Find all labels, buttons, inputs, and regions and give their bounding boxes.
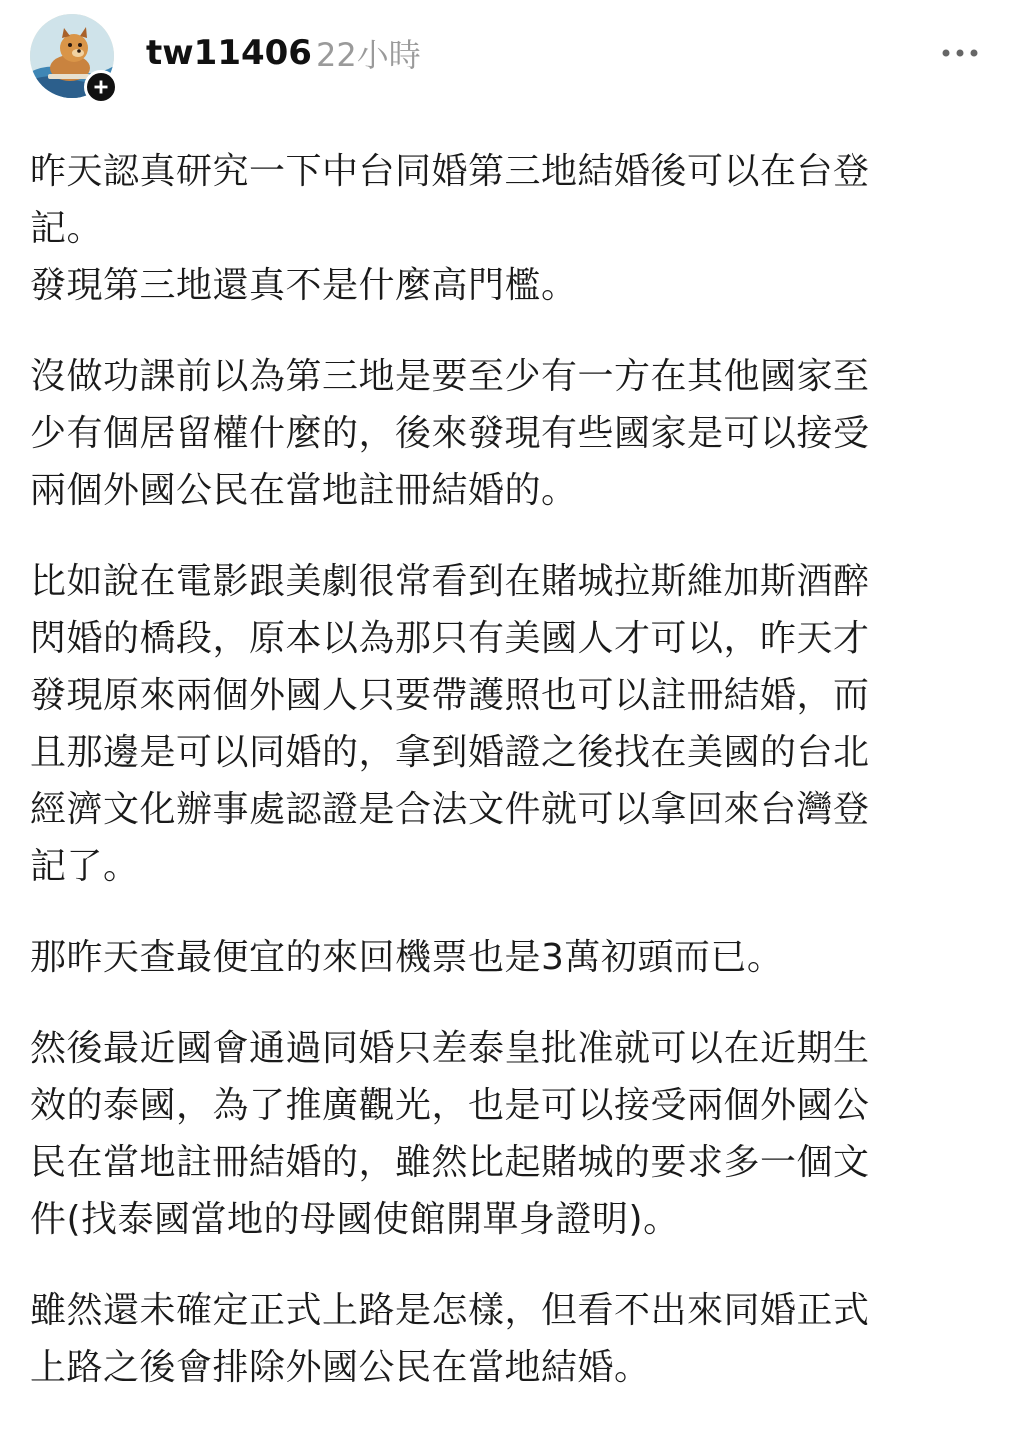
ellipsis-icon (940, 48, 980, 58)
text-line: 昨天認真研究一下中台同婚第三地結婚後可以在台登 (30, 151, 870, 192)
text-line: 件(找泰國當地的母國使館開單身證明)。 (30, 1199, 680, 1240)
text-line: 記。 (30, 208, 104, 249)
text-line: 民在當地註冊結婚的，雖然比起賭城的要求多一個文 (30, 1142, 870, 1183)
post-paragraph (30, 143, 930, 314)
username-link[interactable]: tw11406 (146, 33, 312, 73)
text-line: 發現原來兩個外國人只要帶護照也可以註冊結婚，而 (30, 675, 870, 716)
post-paragraph (30, 1020, 930, 1248)
text-line: 兩個外國公民在當地註冊結婚的。 (30, 470, 578, 511)
text-line: 發現第三地還真不是什麼高門檻。 (30, 265, 578, 306)
more-options-button[interactable] (932, 38, 988, 68)
avatar-container[interactable] (30, 14, 114, 98)
text-line: 記了。 (30, 846, 140, 887)
text-line: 經濟文化辦事處認證是合法文件就可以拿回來台灣登 (30, 789, 870, 830)
post-paragraph (30, 929, 930, 986)
post-body (30, 143, 930, 1430)
text-line: 上路之後會排除外國公民在當地結婚。 (30, 1347, 651, 1388)
text-line: 那昨天查最便宜的來回機票也是3萬初頭而已。 (30, 937, 784, 978)
follow-button[interactable] (84, 70, 118, 104)
text-line: 少有個居留權什麼的，後來發現有些國家是可以接受 (30, 413, 870, 454)
text-line: 效的泰國，為了推廣觀光，也是可以接受兩個外國公 (30, 1085, 870, 1126)
post-timestamp: 22小時 (316, 36, 421, 74)
text-line: 雖然還未確定正式上路是怎樣，但看不出來同婚正式 (30, 1290, 870, 1331)
text-line: 且那邊是可以同婚的，拿到婚證之後找在美國的台北 (30, 732, 870, 773)
post-header (0, 0, 1017, 110)
text-line: 然後最近國會通過同婚只差泰皇批准就可以在近期生 (30, 1028, 870, 1069)
post-paragraph (30, 348, 930, 519)
post-paragraph (30, 1282, 930, 1396)
text-line: 閃婚的橋段，原本以為那只有美國人才可以，昨天才 (30, 618, 870, 659)
plus-icon (93, 79, 109, 95)
text-line: 比如說在電影跟美劇很常看到在賭城拉斯維加斯酒醉 (30, 561, 870, 602)
text-line: 沒做功課前以為第三地是要至少有一方在其他國家至 (30, 356, 870, 397)
post-paragraph (30, 553, 930, 895)
